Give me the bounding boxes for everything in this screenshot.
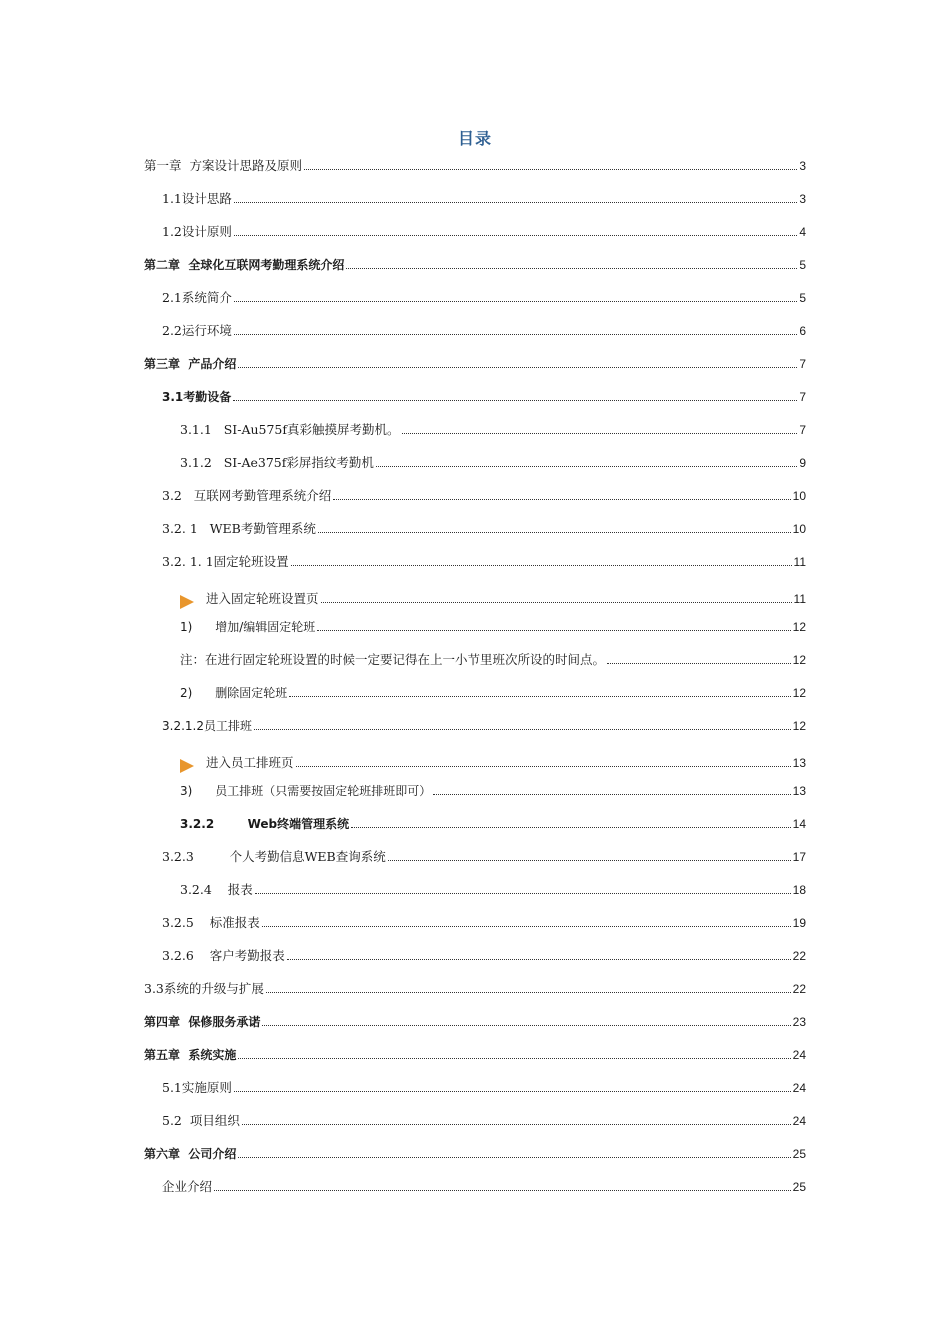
toc-leader-dots — [238, 1156, 790, 1158]
toc-entry-page: 18 — [792, 883, 806, 897]
toc-entry-5-2[interactable] — [162, 1107, 806, 1129]
toc-leader-dots — [238, 1057, 790, 1059]
toc-entry-label: 3.2.1.2员工排班 — [162, 719, 252, 733]
toc-entry-page: 25 — [792, 1147, 806, 1161]
toc-leader-dots — [254, 728, 791, 730]
toc-entry-add-edit-shift[interactable] — [180, 613, 806, 635]
toc-entry-label: 3.1.1 SI-Au575f真彩触摸屏考勤机。 — [180, 422, 400, 437]
arrow-right-icon — [180, 759, 194, 773]
toc-entry-label: 3.2.4 报表 — [180, 882, 253, 897]
arrow-right-icon — [180, 595, 194, 609]
toc-leader-dots — [296, 765, 791, 767]
toc-entry-3-3[interactable] — [144, 975, 806, 997]
toc-entry-page: 24 — [792, 1081, 806, 1095]
toc-entry-label: 3.2 互联网考勤管理系统介绍 — [162, 488, 332, 503]
toc-entry-3-2-5[interactable] — [162, 909, 806, 931]
toc-entry-label: 3) 员工排班（只需要按固定轮班排班即可） — [180, 784, 432, 798]
toc-entry-page: 11 — [793, 555, 806, 569]
toc-entry-3-2-4[interactable] — [180, 876, 806, 898]
toc-entry-label: 3.2.6 客户考勤报表 — [162, 948, 285, 963]
toc-entry-3-1-2[interactable] — [180, 449, 806, 471]
toc-leader-dots — [255, 892, 791, 894]
toc-entry-5-1[interactable] — [162, 1074, 806, 1096]
toc-entry-chapter-2[interactable] — [144, 251, 806, 273]
toc-entry-label: 1) 增加/编辑固定轮班 — [180, 620, 316, 634]
toc-entry-page: 10 — [792, 522, 806, 536]
toc-leader-dots — [266, 991, 791, 993]
toc-leader-dots — [351, 826, 791, 828]
toc-entry-label: 2.2运行环境 — [162, 323, 232, 338]
toc-entry-page: 5 — [799, 291, 806, 305]
toc-entry-label: 1.2设计原则 — [162, 224, 232, 239]
toc-entry-label: 注：在进行固定轮班设置的时候一定要记得在上一小节里班次所设的时间点。 — [180, 652, 606, 667]
toc-entry-fixed-shift-page[interactable] — [180, 583, 806, 607]
toc-entry-page: 24 — [792, 1048, 806, 1062]
toc-entry-page: 22 — [792, 949, 806, 963]
toc-leader-dots — [262, 1024, 790, 1026]
toc-entry-label: 第四章 保修服务承诺 — [144, 1015, 261, 1029]
toc-leader-dots — [234, 333, 797, 335]
toc-leader-dots — [376, 465, 797, 467]
toc-entry-label: 5.2 项目组织 — [162, 1113, 240, 1128]
toc-entry-page: 5 — [799, 258, 806, 272]
toc-entry-3-2-1-2[interactable] — [162, 712, 806, 734]
toc-leader-dots — [402, 432, 798, 434]
toc-entry-label: 3.1.2 SI-Ae375f彩屏指纹考勤机 — [180, 455, 374, 470]
toc-entry-label: 进入员工排班页 — [206, 755, 294, 770]
toc-entry-page: 19 — [792, 916, 806, 930]
toc-entry-label: 3.1考勤设备 — [162, 390, 232, 404]
toc-entry-page: 3 — [799, 192, 806, 206]
toc-entry-delete-shift[interactable] — [180, 679, 806, 701]
toc-entry-label: 2.1系统简介 — [162, 290, 232, 305]
toc-leader-dots — [318, 531, 791, 533]
toc-entry-label: 第五章 系统实施 — [144, 1048, 237, 1062]
toc-entry-chapter-5[interactable] — [144, 1041, 806, 1063]
toc-entry-page: 13 — [792, 756, 806, 770]
toc-leader-dots — [433, 793, 790, 795]
toc-entry-page: 11 — [793, 592, 806, 606]
toc-entry-note[interactable] — [180, 646, 806, 668]
toc-entry-3-2-1[interactable] — [162, 515, 806, 537]
toc-leader-dots — [304, 168, 797, 170]
toc-entry-page: 6 — [799, 324, 806, 338]
toc-entry-page: 12 — [792, 620, 806, 634]
toc-entry-page: 10 — [792, 489, 806, 503]
toc-entry-label: 3.2.3 个人考勤信息WEB查询系统 — [162, 849, 386, 864]
toc-leader-dots — [333, 498, 790, 500]
toc-entry-page: 9 — [799, 456, 806, 470]
toc-entry-staff-schedule[interactable] — [180, 777, 806, 799]
toc-leader-dots — [262, 925, 791, 927]
toc-entry-3-2-6[interactable] — [162, 942, 806, 964]
toc-leader-dots — [214, 1189, 791, 1191]
toc-leader-dots — [287, 958, 791, 960]
toc-entry-3-2-3[interactable] — [162, 843, 806, 865]
toc-entry-3-1-1[interactable] — [180, 416, 806, 438]
toc-entry-page: 3 — [799, 159, 806, 173]
toc-entry-label: 3.3系统的升级与扩展 — [144, 981, 264, 996]
toc-entry-page: 7 — [799, 423, 806, 437]
toc-entry-page: 22 — [792, 982, 806, 996]
toc-leader-dots — [607, 662, 791, 664]
toc-entry-label: 5.1实施原则 — [162, 1080, 232, 1095]
toc-entry-label: 企业介绍 — [162, 1179, 213, 1194]
toc-leader-dots — [289, 695, 790, 697]
toc-entry-3-2-2[interactable] — [180, 810, 806, 832]
toc-entry-2-2[interactable] — [162, 317, 806, 339]
toc-leader-dots — [234, 300, 797, 302]
toc-leader-dots — [234, 201, 797, 203]
toc-entry-chapter-6[interactable] — [144, 1140, 806, 1162]
toc-entry-label: 1.1设计思路 — [162, 191, 232, 206]
toc-entry-staff-schedule-page[interactable] — [180, 747, 806, 771]
toc-entry-3-2-1-1[interactable] — [162, 548, 806, 570]
toc-leader-dots — [346, 267, 797, 269]
toc-title: 目录 — [457, 129, 492, 148]
toc-entry-page: 4 — [799, 225, 806, 239]
toc-entry-label: 第一章 方案设计思路及原则 — [144, 158, 302, 173]
toc-entry-page: 7 — [799, 390, 806, 404]
toc-entry-1-2[interactable] — [162, 218, 806, 240]
toc-leader-dots — [242, 1123, 791, 1125]
toc-entry-page: 17 — [792, 850, 806, 864]
toc-entry-page: 23 — [792, 1015, 806, 1029]
toc-leader-dots — [234, 234, 797, 236]
toc-leader-dots — [317, 629, 790, 631]
toc-entry-3-1[interactable] — [162, 383, 806, 405]
toc-entry-label: 2) 删除固定轮班 — [180, 686, 288, 700]
toc-entry-page: 13 — [792, 784, 806, 798]
toc-leader-dots — [388, 859, 791, 861]
toc-entry-chapter-3[interactable] — [144, 350, 806, 372]
toc-entry-label: 第三章 产品介绍 — [144, 357, 237, 371]
toc-entry-company-intro[interactable] — [162, 1173, 806, 1195]
toc-entry-label: 3.2.2 Web终端管理系统 — [180, 817, 350, 831]
toc-entry-chapter-4[interactable] — [144, 1008, 806, 1030]
toc-entry-page: 12 — [792, 686, 806, 700]
toc-entry-label: 第二章 全球化互联网考勤理系统介绍 — [144, 258, 345, 272]
toc-entry-page: 14 — [792, 817, 806, 831]
toc-entry-page: 25 — [792, 1180, 806, 1194]
toc-entry-page: 12 — [792, 653, 806, 667]
toc-leader-dots — [234, 1090, 791, 1092]
toc-leader-dots — [321, 601, 792, 603]
toc-leader-dots — [238, 366, 797, 368]
toc-entry-label: 3.2.5 标准报表 — [162, 915, 260, 930]
toc-entry-page: 12 — [792, 719, 806, 733]
toc-leader-dots — [291, 564, 792, 566]
toc-entry-2-1[interactable] — [162, 284, 806, 306]
toc-leader-dots — [233, 399, 797, 401]
toc-entry-3-2[interactable] — [162, 482, 806, 504]
toc-entry-label: 进入固定轮班设置页 — [206, 591, 319, 606]
toc-entry-label: 3.2. 1 WEB考勤管理系统 — [162, 521, 316, 536]
toc-entry-label: 3.2. 1. 1固定轮班设置 — [162, 554, 289, 569]
toc-entry-page: 7 — [799, 357, 806, 371]
toc-entry-page: 24 — [792, 1114, 806, 1128]
toc-entry-label: 第六章 公司介绍 — [144, 1147, 237, 1161]
toc-entry-1-1[interactable] — [162, 185, 806, 207]
toc-entry-chapter-1[interactable] — [144, 152, 806, 174]
